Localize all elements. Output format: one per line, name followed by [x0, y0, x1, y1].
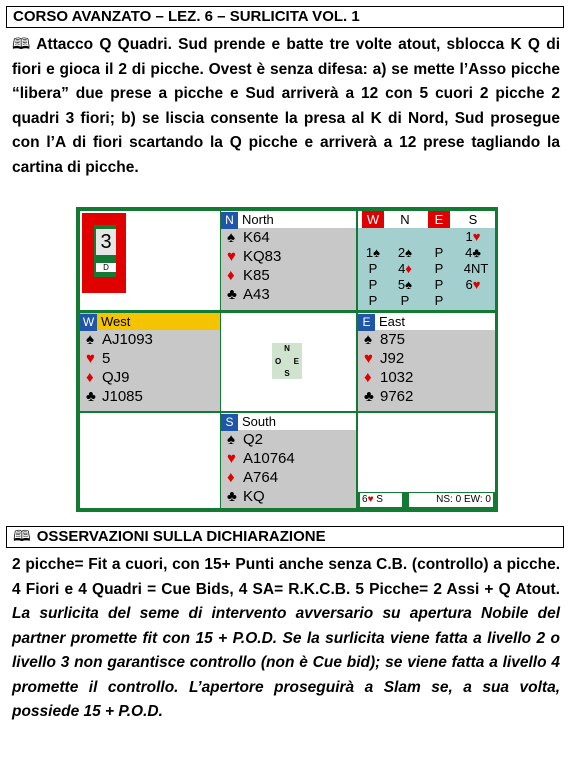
bridge-board: [76, 207, 498, 512]
south-clubs: [221, 487, 356, 506]
bid: P: [434, 261, 444, 276]
bid: 6♥: [465, 277, 481, 292]
bid-header-s: S: [468, 212, 478, 227]
book-icon: 🕮: [12, 36, 31, 53]
west-header: [80, 313, 220, 330]
west-dir-badge: W: [80, 314, 97, 331]
compass-e: E: [293, 357, 299, 366]
north-hearts-cards: KQ83: [243, 248, 282, 265]
bid-header-e: E: [428, 211, 450, 228]
bid: 2♠: [397, 245, 413, 260]
contract: 6♥ S: [360, 493, 402, 507]
west-spades-cards: AJ1093: [102, 331, 153, 348]
bid: P: [434, 293, 444, 308]
north-hearts: [221, 247, 356, 266]
compass-s: S: [284, 369, 290, 378]
diamond-icon: ♦: [227, 469, 235, 486]
heart-icon: ♥: [364, 350, 373, 367]
diamond-icon: ♦: [227, 267, 235, 284]
bidding-box: [358, 211, 495, 310]
spade-icon: ♠: [227, 431, 235, 448]
bid: P: [434, 245, 444, 260]
heart-icon: ♥: [86, 350, 95, 367]
north-diamonds-cards: K85: [243, 267, 270, 284]
bid-header-n: N: [400, 212, 410, 227]
south-hand: [221, 413, 356, 508]
board-number: 3: [96, 229, 116, 255]
heart-icon: ♥: [227, 248, 236, 265]
east-hearts: [358, 349, 495, 368]
east-spades-cards: 875: [380, 331, 406, 348]
section-heading: [6, 526, 564, 548]
bid: P: [368, 277, 378, 292]
south-name: South: [242, 414, 276, 429]
notes-text: 2 picche= Fit a cuori, con 15+ Punti anche senza C.B. (controllo) a picche. 4 Fiori e 4 Quadri = Cue Bids, 4 SA= R.K.C.B. 5 Picche= 2 Assi + Q Atout.: [12, 556, 560, 598]
south-diamonds: [221, 468, 356, 487]
north-spades-cards: K64: [243, 229, 270, 246]
north-header: [221, 211, 356, 228]
north-dir-badge: N: [221, 212, 238, 229]
compass-o: O: [275, 357, 282, 366]
east-dir-badge: E: [358, 314, 375, 331]
east-diamonds: [358, 368, 495, 387]
bid: 4♣: [465, 245, 481, 260]
east-hearts-cards: J92: [380, 350, 405, 367]
notes-italic-text: La surlicita del seme di intervento avversario su apertura Nobile del partner promette fit con 15 + P.O.D. Se la surlicita viene fatta a livello 2 o livello 3 non garantisce controllo (non è Cue bid); se viene fatta a livello 4 promette il controllo. L’apertore proseguirà a Slam se, a sua volta, possiede 15 + P.O.D.: [12, 605, 560, 720]
heart-icon: ♥: [227, 450, 236, 467]
west-hand: [80, 313, 220, 411]
north-diamonds: [221, 266, 356, 285]
south-dir-badge: S: [221, 414, 238, 431]
west-name: West: [101, 314, 131, 329]
west-hearts: [80, 349, 220, 368]
north-hand: [221, 211, 356, 310]
north-clubs: [221, 285, 356, 304]
vulnerability: NS: 0 EW: 0: [409, 493, 493, 507]
west-clubs-cards: J1085: [102, 388, 143, 405]
book-icon: 🕮: [13, 528, 31, 545]
intro-paragraph: [12, 33, 560, 180]
intro-text: Attacco Q Quadri. Sud prende e batte tre volte atout, sblocca K Q di fiori e gioca il 2 di picche. Ovest è senza difesa: a) se mette l’Asso picche “libera” due prese a picche e Sud arriverà a 12 con 5 cuori 2 picche 2 quadri 3 fiori; b) se liscia consente la presa al K di Nord, Sud prosegue con l’A di fiori scartando la Q picche e arriverà a 12 prese tagliando la cartina di picche.: [12, 36, 560, 176]
south-header: [221, 413, 356, 430]
diamond-icon: ♦: [86, 369, 94, 386]
east-clubs: [358, 387, 495, 406]
bid: 4♦: [398, 261, 412, 276]
lesson-title: CORSO AVANZATO – LEZ. 6 – SURLICITA VOL. 1: [6, 6, 564, 28]
north-clubs-cards: A43: [243, 286, 270, 303]
bid: P: [368, 293, 378, 308]
bid: 1♠: [365, 245, 381, 260]
north-name: North: [242, 212, 274, 227]
west-spades: [80, 330, 220, 349]
spade-icon: ♠: [227, 229, 235, 246]
bid-header-w: W: [362, 211, 384, 228]
east-header: [358, 313, 495, 330]
west-clubs: [80, 387, 220, 406]
east-diamonds-cards: 1032: [380, 369, 414, 386]
south-hearts-cards: A10764: [243, 450, 295, 467]
notes-paragraph: [12, 553, 560, 725]
club-icon: ♣: [364, 388, 374, 405]
south-diamonds-cards: A764: [243, 469, 279, 486]
dealer-marker: D: [96, 263, 116, 272]
bid: P: [368, 261, 378, 276]
bid: P: [434, 277, 444, 292]
bid: P: [400, 293, 410, 308]
compass-n: N: [284, 344, 290, 353]
compass-cell: [221, 313, 356, 411]
club-icon: ♣: [227, 488, 237, 505]
west-hearts-cards: 5: [102, 350, 111, 367]
spade-icon: ♠: [364, 331, 372, 348]
east-clubs-cards: 9762: [380, 388, 414, 405]
bid-text: 1♥: [465, 229, 481, 244]
spade-icon: ♠: [86, 331, 94, 348]
east-spades: [358, 330, 495, 349]
club-icon: ♣: [86, 388, 96, 405]
east-hand: [358, 313, 495, 411]
south-spades: [221, 430, 356, 449]
west-diamonds: [80, 368, 220, 387]
bid: 4NT: [463, 261, 489, 276]
result-cell: [358, 413, 495, 508]
bid: 5♠: [397, 277, 413, 292]
compass-icon: [272, 343, 302, 379]
club-icon: ♣: [227, 286, 237, 303]
empty-cell: [80, 413, 220, 508]
diamond-icon: ♦: [364, 369, 372, 386]
west-diamonds-cards: QJ9: [102, 369, 130, 386]
board-number-cell: [80, 211, 220, 310]
north-spades: [221, 228, 356, 247]
section-title: OSSERVAZIONI SULLA DICHIARAZIONE: [36, 528, 326, 545]
east-name: East: [379, 314, 406, 329]
south-hearts: [221, 449, 356, 468]
bid: [462, 229, 484, 244]
south-spades-cards: Q2: [243, 431, 264, 448]
south-clubs-cards: KQ: [243, 488, 265, 505]
